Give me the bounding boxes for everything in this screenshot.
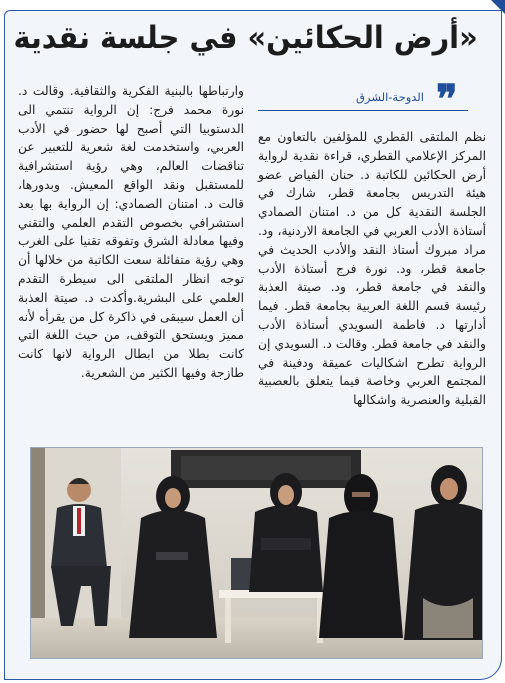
article-paragraph-left: وارتباطها بالبنية الفكرية والثقافية. وقالت د. نورة محمد فرج: إن الرواية تنتمي الى الدستوبيا التي أصبح لها حضور في الأدب العربي، واستخدمت لغة شعرية للتعبير عن تناقضات العالم، وهي رؤية استشرافية للمستقبل ونقد الواقع المعيش. وبدورها، قالت د. امتنان الصمادي: إن الرواية بها بعد استشرافي بخصوص التقدم العلمي والتقني وفيها معادلة الشرق وتفوقه تقنيا على الغرب وهي رؤية متفائلة سعت الكاتبة من خلالها أن توجه انظار الملتقى الى سيطرة التقدم العلمي على البشرية.وأكدت د. صيتة العذبة أن العمل سيبقى في ذاكرة كل من يقرأه لأنه مميز ويستحق التوقف، من حيث اللغة التي كانت بطلا من ابطال الرواية لانها كانت طازجة وفيها الكثير من الشعرية. (18, 84, 244, 380)
article-paragraph-right: نظم الملتقى القطري للمؤلفين بالتعاون مع المركز الإعلامي القطري، قراءة نقدية لرواية أرض الحكائين للكاتبة د. حنان الفياض عضو هيئة التدريس بجامعة قطر، شارك في الجلسة النقدية كل من د. امتنان الصمادي أستاذة الأدب العربي في الجامعة الاردنية، ود. مراد مبروك أستاذ النقد والأدب الحديث في جامعة قطر، ود. نورة فرج أستاذة الأدب والنقد في جامعة قطر، ود. صيتة العذبة رئيسة قسم اللغة العربية بجامعة قطر. فيما أدارتها د. فاطمة السويدي أستاذة الأدب والنقد في جامعة قطر. وقالت د. السويدي إن الرواية تطرح اشكاليات عميقة ودفينة في المجتمع العربي وخاصة فيما يتعلق بالعصبية القبلية والعنصرية واشكالها (258, 130, 486, 408)
headline (8, 14, 495, 62)
article-column-left (18, 82, 244, 383)
photo-illustration (31, 448, 482, 658)
panel-discussion-photo (30, 447, 483, 659)
article-column-right (258, 128, 486, 410)
byline: الدوحة-الشرق (356, 90, 424, 104)
headline-text: «أرض الحكائين» في جلسة نقدية (13, 20, 478, 56)
quote-icon: ❞ (436, 76, 458, 123)
